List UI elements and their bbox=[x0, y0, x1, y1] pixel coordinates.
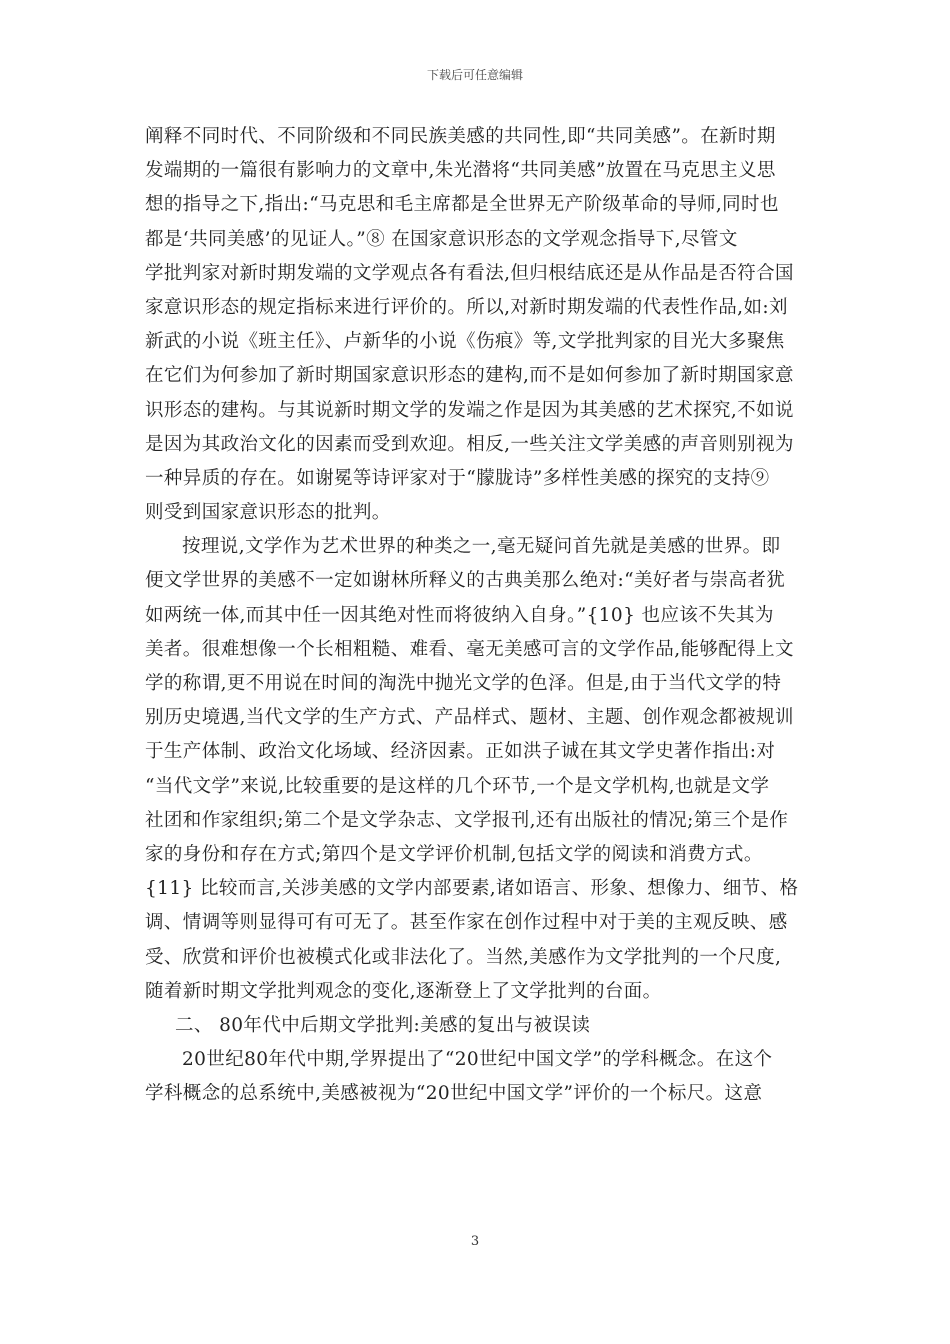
text-line: 美者。很难想像一个长相粗糙、难看、毫无美感可言的文学作品,能够配得上文 bbox=[145, 638, 794, 660]
page-header: 下载后可任意编辑 bbox=[426, 68, 523, 82]
paragraph-first-line: 20世纪80年代中期,学界提出了“20世纪中国文学”的学科概念。在这个 bbox=[182, 1049, 773, 1071]
document-body bbox=[145, 120, 810, 1111]
text-line: 一种异质的存在。如谢冕等诗评家对于“朦胧诗”多样性美感的探究的支持⑨ bbox=[145, 467, 770, 489]
section-heading: 二、 80年代中后期文学批判:美感的复出与被误读 bbox=[175, 1014, 591, 1036]
text-line: 新武的小说《班主任》、卢新华的小说《伤痕》等,文学批判家的目光大多聚焦 bbox=[145, 331, 785, 353]
text-line: 识形态的建构。与其说新时期文学的发端之作是因为其美感的艺术探究,不如说 bbox=[145, 399, 794, 421]
text-line: 家的身份和存在方式;第四个是文学评价机制,包括文学的阅读和消费方式。 bbox=[145, 843, 763, 865]
text-line: 都是‘共同美感’的见证人。”⑧ 在国家意识形态的文学观念指导下,尽管文 bbox=[145, 228, 738, 250]
text-line: 于生产体制、政治文化场域、经济因素。正如洪子诚在其文学史著作指出:对 bbox=[145, 741, 776, 763]
text-line: 别历史境遇,当代文学的生产方式、产品样式、题材、主题、创作观念都被规训 bbox=[145, 707, 794, 729]
text-line: 学科概念的总系统中,美感被视为“20世纪中国文学”评价的一个标尺。这意 bbox=[145, 1083, 763, 1105]
text-line: 发端期的一篇很有影响力的文章中,朱光潜将“共同美感”放置在马克思主义思 bbox=[145, 160, 776, 182]
text-line: 是因为其政治文化的因素而受到欢迎。相反,一些关注文学美感的声音则别视为 bbox=[145, 433, 794, 455]
page-number: 3 bbox=[470, 1234, 480, 1249]
text-line: 则受到国家意识形态的批判。 bbox=[145, 502, 391, 524]
text-line: 如两统一体,而其中任一因其绝对性而将彼纳入自身。”{10} 也应该不失其为 bbox=[145, 604, 774, 626]
text-line: 在它们为何参加了新时期国家意识形态的建构,而不是如何参加了新时期国家意 bbox=[145, 365, 794, 387]
text-line: 家意识形态的规定指标来进行评价的。所以,对新时期发端的代表性作品,如:刘 bbox=[145, 296, 788, 318]
text-line: 随着新时期文学批判观念的变化,逐渐登上了文学批判的台面。 bbox=[145, 980, 662, 1002]
text-line: {11} 比较而言,关涉美感的文学内部要素,诸如语言、形象、想像力、细节、格 bbox=[145, 878, 799, 900]
text-line: 阐释不同时代、不同阶级和不同民族美感的共同性,即“共同美感”。在新时期 bbox=[145, 126, 776, 147]
text-line: 社团和作家组织;第二个是文学杂志、文学报刊,还有出版社的情况;第三个是作 bbox=[145, 809, 789, 831]
text-line: 调、情调等则显得可有可无了。甚至作家在创作过程中对于美的主观反映、感 bbox=[145, 912, 788, 934]
text-line: 学的称谓,更不用说在时间的淘洗中抛光文学的色泽。但是,由于当代文学的特 bbox=[145, 673, 782, 694]
text-line: “当代文学”来说,比较重要的是这样的几个环节,一个是文学机构,也就是文学 bbox=[145, 775, 770, 797]
text-line: 想的指导之下,指出:“马克思和毛主席都是全世界无产阶级革命的导师,同时也 bbox=[145, 194, 779, 216]
text-line: 便文学世界的美感不一定如谢林所释义的古典美那么绝对:“美好者与崇高者犹 bbox=[145, 570, 786, 592]
paragraph-first-line: 按理说,文学作为艺术世界的种类之一,毫无疑问首先就是美感的世界。即 bbox=[182, 536, 781, 558]
text-line: 学批判家对新时期发端的文学观点各有看法,但归根结底还是从作品是否符合国 bbox=[145, 262, 794, 284]
text-line: 受、欣赏和评价也被模式化或非法化了。当然,美感作为文学批判的一个尺度, bbox=[145, 946, 782, 968]
